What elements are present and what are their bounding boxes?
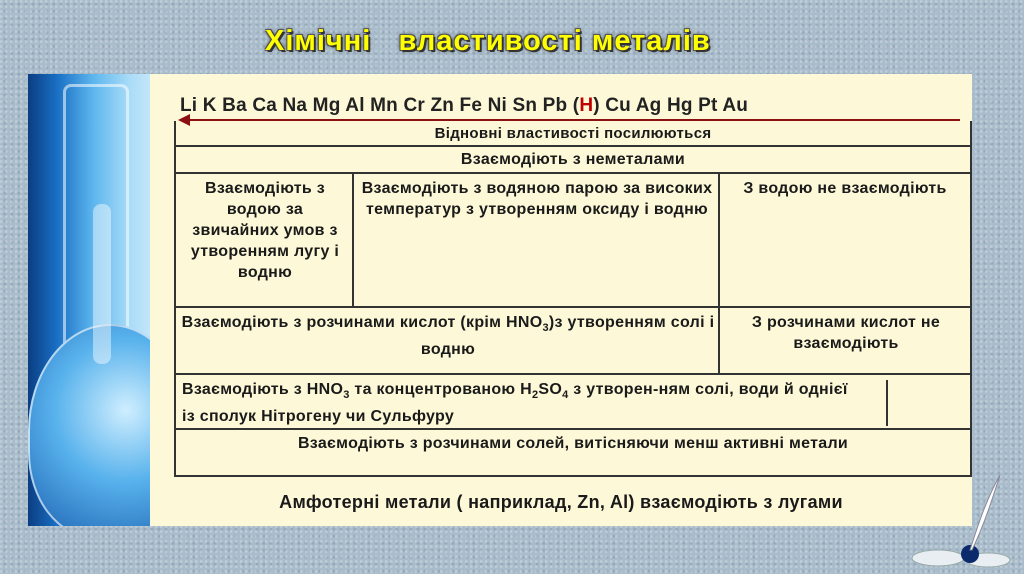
divider bbox=[174, 373, 972, 375]
hno3-subscript-3: 4 bbox=[562, 389, 569, 402]
quill-pen-icon bbox=[908, 470, 1018, 570]
hno3-text-1: Взаємодіють з HNO bbox=[182, 381, 344, 398]
hydrogen-label: H bbox=[579, 95, 594, 116]
hno3-cell bbox=[182, 379, 862, 427]
acids-text-1: Взаємодіють з розчинами кислот (крім HNO bbox=[181, 314, 543, 331]
hno3-text-2: та концентрованою H bbox=[349, 381, 532, 398]
reducing-properties-label: Відновні властивості посилюються bbox=[434, 125, 712, 142]
amphoteric-metals-note: Амфотерні метали ( наприклад, Zn, Al) взаємодіють з лугами bbox=[279, 492, 843, 512]
flask-glare bbox=[93, 204, 111, 364]
divider bbox=[718, 172, 720, 373]
acids-cell bbox=[180, 312, 716, 360]
nonmetals-cell: Взаємодіють з неметалами bbox=[460, 151, 686, 168]
divider bbox=[174, 428, 972, 430]
acids-subscript: 3 bbox=[542, 322, 549, 335]
divider bbox=[174, 172, 972, 174]
series-before-h: Li K Ba Ca Na Mg Al Mn Cr Zn Fe Ni Sn Pb ( bbox=[180, 95, 580, 116]
acids-none-cell: З розчинами кислот не взаємодіють bbox=[751, 314, 941, 352]
divider bbox=[174, 145, 972, 147]
water-steam-cell: Взаємодіють з водяною парою за високих температур з утворенням оксиду і водню bbox=[361, 180, 713, 218]
water-none-cell: З водою не взаємодіють bbox=[743, 180, 947, 197]
hno3-subscript-2: 2 bbox=[531, 389, 539, 402]
salts-cell: Взаємодіють з розчинами солей, витісняючи менш активні метали bbox=[297, 435, 849, 452]
hno3-text-3: SO bbox=[538, 381, 563, 398]
hno3-text-4: з утворен-ням солі, води й однієї із сполук Нітрогену чи Сульфуру bbox=[182, 381, 848, 426]
acids-text-2: )з утворенням солі і водню bbox=[420, 314, 715, 359]
hno3-subscript-1: 3 bbox=[343, 389, 350, 402]
divider bbox=[352, 172, 354, 306]
divider bbox=[886, 380, 888, 426]
series-after-h: ) Cu Ag Hg Pt Au bbox=[593, 95, 749, 116]
metal-activity-series bbox=[180, 95, 748, 117]
divider bbox=[174, 306, 972, 308]
slide-title: Хімічні властивості металів bbox=[265, 25, 711, 57]
water-normal-cell: Взаємодіють з водою за звичайних умов з утворенням лугу і водню bbox=[190, 180, 340, 281]
